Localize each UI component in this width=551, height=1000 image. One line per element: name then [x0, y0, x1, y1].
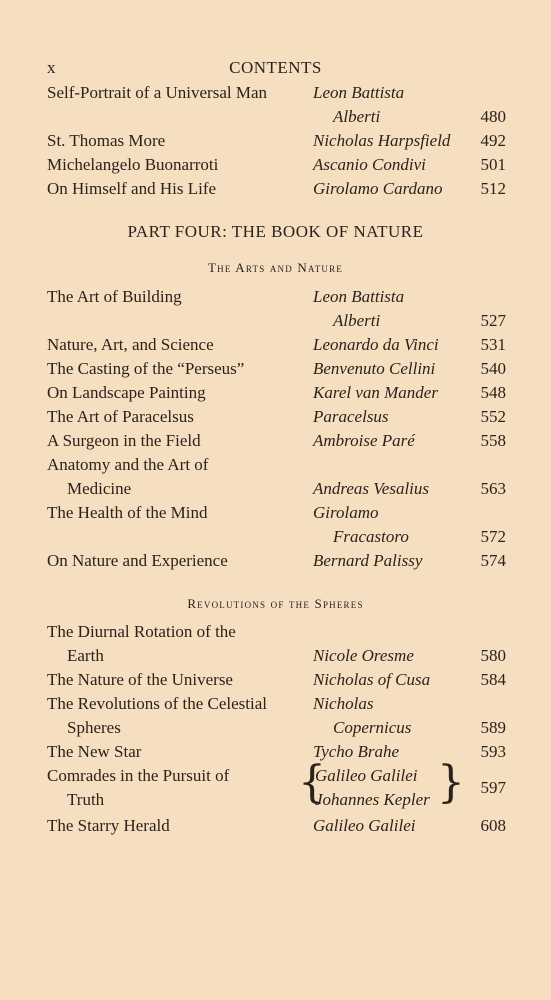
toc-entry — [0, 716, 551, 740]
entry-page: 558 — [480, 431, 506, 450]
entry-title: Truth — [67, 790, 105, 809]
page-number: x — [47, 58, 56, 77]
entry-page: 593 — [480, 742, 506, 761]
entry-author: Ascanio Condivi — [313, 155, 426, 174]
section-heading: Revolutions of the Spheres — [187, 596, 364, 611]
entry-author: Ambroise Paré — [313, 431, 415, 450]
entry-title: On Nature and Experience — [47, 551, 228, 570]
toc-entry — [0, 620, 551, 644]
toc-entry — [0, 129, 551, 153]
toc-entry — [0, 692, 551, 716]
right-brace: } — [437, 757, 465, 808]
entry-author: Galileo Galilei — [315, 766, 418, 785]
entry-author: Leon Battista — [313, 287, 405, 306]
entry-title: The Revolutions of the Celestial — [47, 694, 268, 713]
toc-entry — [0, 333, 551, 357]
entry-page: 552 — [480, 407, 506, 426]
entry-title: The Starry Herald — [47, 816, 170, 835]
entry-author: Alberti — [333, 107, 381, 126]
entry-author: Nicholas Harpsfield — [313, 131, 451, 150]
entry-page: 584 — [480, 670, 506, 689]
toc-entry — [0, 814, 551, 838]
toc-entry — [0, 405, 551, 429]
entry-title: A Surgeon in the Field — [47, 431, 201, 450]
toc-entry — [0, 477, 551, 501]
entry-title: The Casting of the “Perseus” — [47, 359, 245, 378]
toc-entry — [0, 668, 551, 692]
toc-entry — [0, 644, 551, 668]
entry-title: Nature, Art, and Science — [47, 335, 214, 354]
entry-title: St. Thomas More — [47, 131, 166, 150]
entry-page: 512 — [480, 179, 506, 198]
entry-author: Leon Battista — [313, 83, 405, 102]
entry-author: Fracastoro — [333, 527, 409, 546]
entry-title: Medicine — [67, 479, 132, 498]
entry-page: 492 — [480, 131, 506, 150]
toc-entry — [0, 285, 551, 309]
toc-entry — [0, 525, 551, 549]
toc-entry — [0, 381, 551, 405]
section-heading: The Arts and Nature — [207, 260, 343, 275]
entry-author: Karel van Mander — [313, 383, 438, 402]
entry-author: Girolamo Cardano — [313, 179, 443, 198]
entry-page: 580 — [480, 646, 506, 665]
entry-page: 563 — [480, 479, 506, 498]
entry-author: Johannes Kepler — [315, 790, 430, 809]
entry-page: 574 — [480, 551, 506, 570]
entry-title: Anatomy and the Art of — [47, 455, 209, 474]
entry-title: On Landscape Painting — [47, 383, 206, 402]
entry-page: 572 — [480, 527, 506, 546]
page-title: CONTENTS — [229, 58, 322, 77]
entry-title: Earth — [67, 646, 104, 665]
entry-author: Nicholas — [313, 694, 374, 713]
entry-author: Tycho Brahe — [313, 742, 400, 761]
entry-author: Paracelsus — [313, 407, 389, 426]
entry-author: Galileo Galilei — [313, 816, 416, 835]
part-heading: PART FOUR: THE BOOK OF NATURE — [127, 222, 424, 241]
toc-entry — [0, 453, 551, 477]
left-brace: { — [298, 757, 326, 808]
entry-title: The Diurnal Rotation of the — [47, 622, 236, 641]
entry-page: 531 — [480, 335, 506, 354]
entry-title: The New Star — [47, 742, 142, 761]
toc-entry — [0, 740, 551, 764]
entry-page: 608 — [480, 816, 506, 835]
entry-page: 589 — [480, 718, 506, 737]
entry-title: The Nature of the Universe — [47, 670, 233, 689]
entry-page: 597 — [480, 778, 506, 797]
toc-entry — [0, 177, 551, 201]
entry-author: Bernard Palissy — [313, 551, 423, 570]
entry-page: 527 — [480, 311, 506, 330]
entry-title: Self-Portrait of a Universal Man — [47, 83, 267, 102]
entry-page: 540 — [480, 359, 506, 378]
entry-title: The Health of the Mind — [47, 503, 208, 522]
entry-page: 480 — [480, 107, 506, 126]
toc-entry — [0, 81, 551, 105]
toc-entry — [0, 501, 551, 525]
entry-page: 548 — [480, 383, 506, 402]
entry-author: Girolamo — [313, 503, 379, 522]
entry-author: Nicole Oresme — [313, 646, 414, 665]
entry-title: Michelangelo Buonarroti — [47, 155, 219, 174]
toc-entry-page-shared — [0, 776, 551, 800]
toc-entry — [0, 105, 551, 129]
entry-title: Comrades in the Pursuit of — [47, 766, 230, 785]
entry-author: Andreas Vesalius — [313, 479, 430, 498]
toc-entry — [0, 549, 551, 573]
page-header — [47, 58, 507, 82]
entry-title: The Art of Paracelsus — [47, 407, 194, 426]
toc-entry — [0, 153, 551, 177]
entry-page: 501 — [480, 155, 506, 174]
entry-author: Copernicus — [333, 718, 412, 737]
toc-entry — [0, 429, 551, 453]
toc-entry — [0, 309, 551, 333]
entry-author: Leonardo da Vinci — [313, 335, 439, 354]
entry-title: Spheres — [67, 718, 121, 737]
entry-author: Alberti — [333, 311, 381, 330]
entry-title: The Art of Building — [47, 287, 182, 306]
entry-author: Nicholas of Cusa — [313, 670, 431, 689]
entry-author: Benvenuto Cellini — [313, 359, 436, 378]
entry-title: On Himself and His Life — [47, 179, 217, 198]
toc-entry — [0, 357, 551, 381]
